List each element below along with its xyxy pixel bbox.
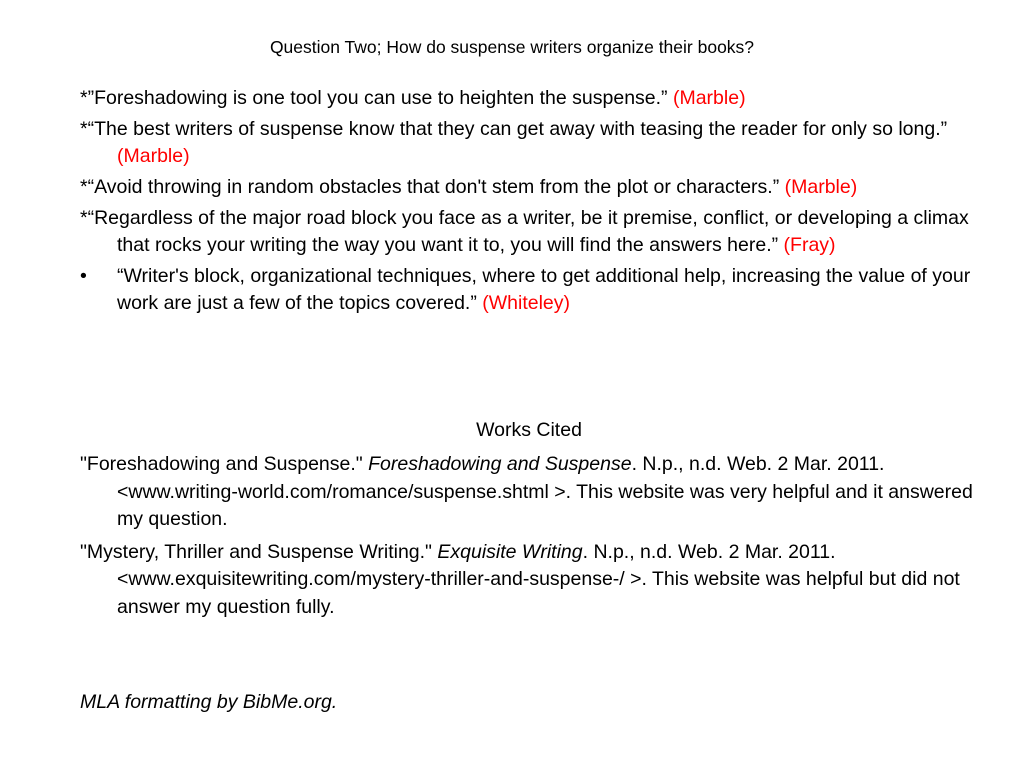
entry-title: "Foreshadowing and Suspense." — [80, 453, 369, 475]
quote-text: “Avoid throwing in random obstacles that don't stem from the plot or characters.” — [87, 176, 785, 198]
entry-details: . N.p., n.d. Web. 2 Mar. 2011. <www.exquisitewriting.com/mystery-thriller-and-suspense-/ >. This website was helpful but did not answer my question fully. — [117, 540, 960, 618]
footer-credit: MLA formatting by BibMe.org. — [80, 691, 338, 713]
quote-item — [80, 174, 985, 201]
quote-source: (Marble) — [672, 87, 746, 109]
bullet-marker: * — [80, 87, 88, 109]
bullet-marker: * — [80, 207, 88, 229]
works-cited-entry — [80, 451, 985, 534]
entry-title: "Mystery, Thriller and Suspense Writing." — [80, 540, 438, 563]
quote-text: ”Foreshadowing is one tool you can use to heighten the suspense.” — [87, 87, 673, 109]
quote-text: “The best writers of suspense know that they can get away with teasing the reader for only so long.” — [87, 118, 948, 140]
slide-title: Question Two; How do suspense writers organize their books? — [269, 37, 755, 57]
quote-item — [80, 85, 985, 112]
quote-text: “Regardless of the major road block you face as a writer, be it premise, conflict, or developing a climax that rocks your writing the way you want it to, you will find the answers here.” — [87, 207, 969, 256]
bullet-marker: * — [80, 118, 88, 140]
entry-container: Exquisite Writing — [437, 540, 583, 563]
works-cited-heading: Works Cited — [476, 419, 582, 441]
quote-source: (Marble) — [117, 145, 190, 167]
quote-source: (Marble) — [784, 176, 858, 198]
entry-container: Foreshadowing and Suspense — [368, 453, 632, 475]
entry-details: . N.p., n.d. Web. 2 Mar. 2011. <www.writing-world.com/romance/suspense.shtml >. This website was very helpful and it answered my question. — [117, 453, 973, 530]
quote-item — [80, 263, 985, 317]
quote-source: (Fray) — [783, 234, 836, 256]
quote-source: (Whiteley) — [482, 292, 571, 314]
quote-list — [80, 85, 985, 321]
quote-text: “Writer's block, organizational techniques, where to get additional help, increasing the value of your work are just a few of the topics covered.” — [117, 265, 971, 314]
bullet-marker: * — [80, 176, 88, 198]
quote-item — [80, 205, 985, 259]
works-cited-entry — [80, 539, 985, 622]
quote-item — [80, 116, 985, 170]
works-cited-list — [80, 451, 985, 626]
bullet-dot-marker: • — [80, 265, 87, 287]
